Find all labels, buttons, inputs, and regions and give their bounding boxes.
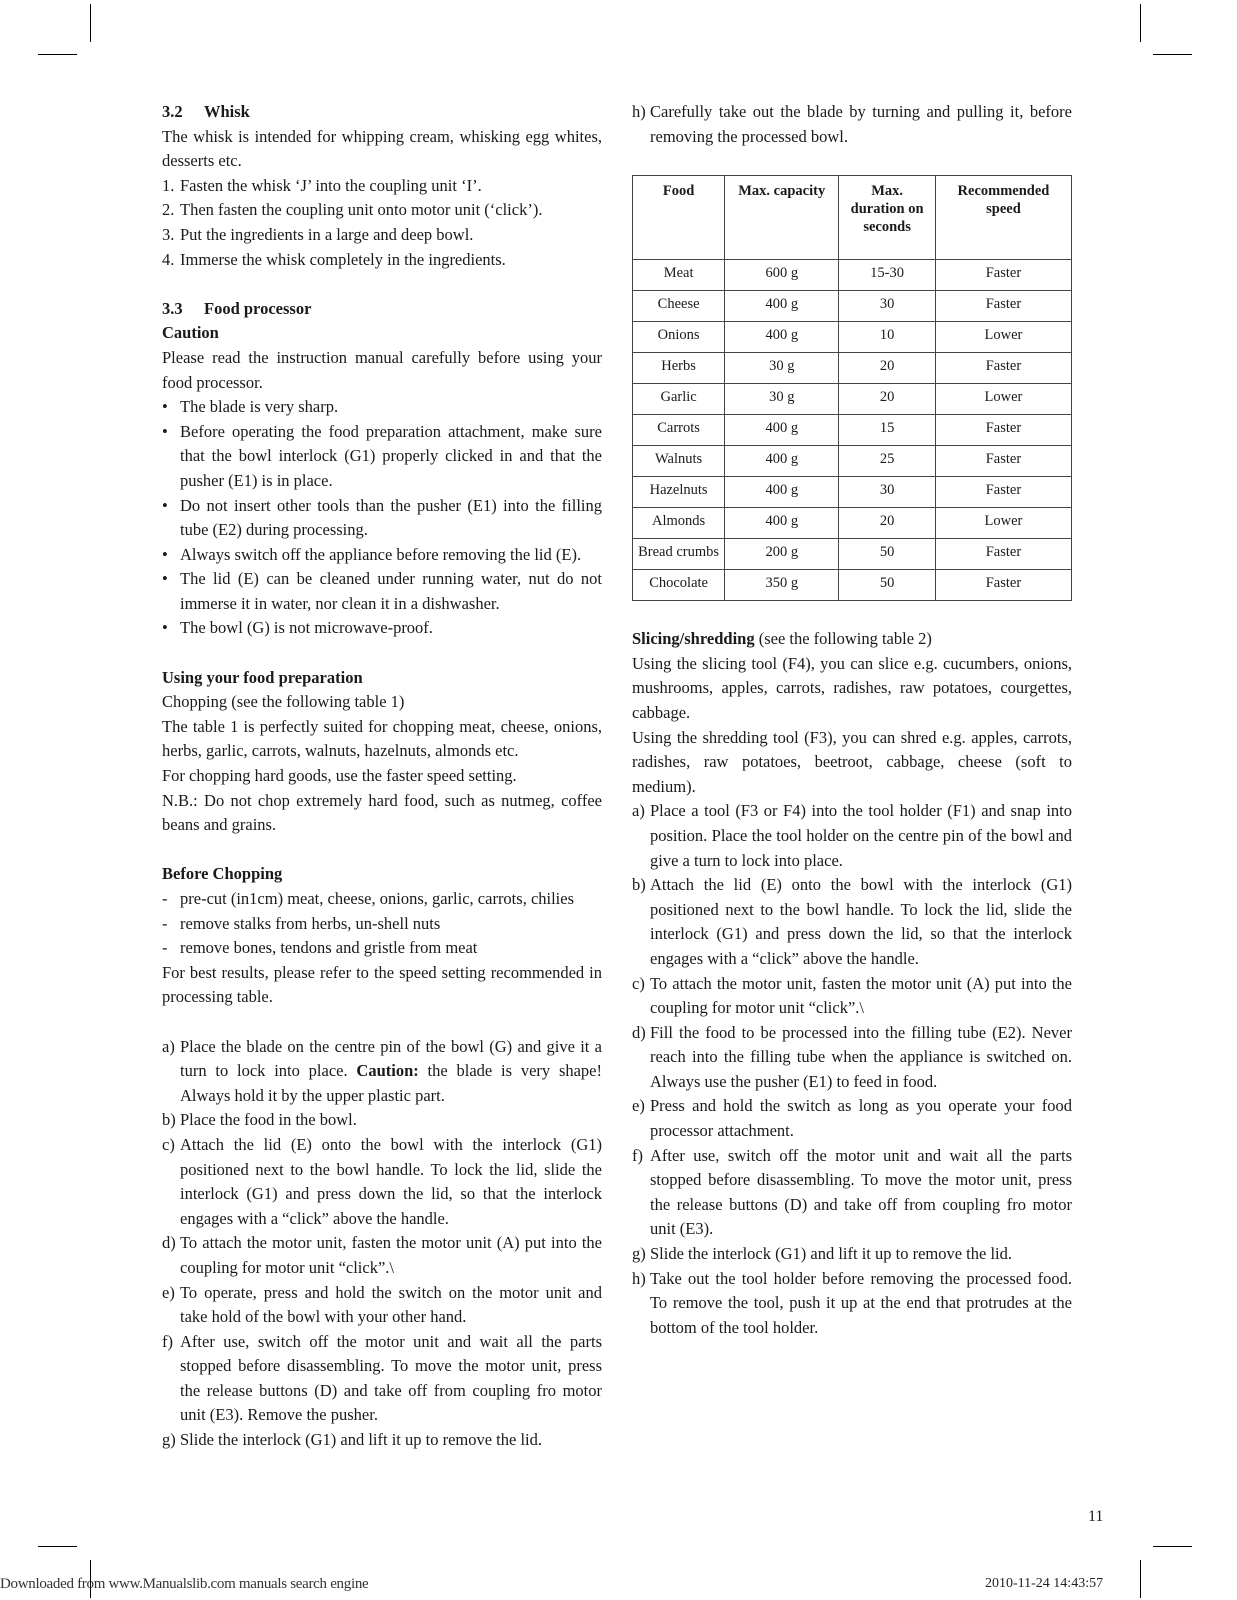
chopping-step: a) Place the blade on the centre pin of the bowl (G) and give it a turn to lock into place. Caution: the blade is very shape! Always hold it by the upper plastic part. (162, 1036, 603, 1105)
before-chopping-item-text: remove bones, tendons and gristle from meat (180, 938, 478, 958)
slicing-step-text: After use, switch off the motor unit and wait all the parts stopped before disassembling. To move the motor unit, press the release buttons (D) and take off from coupling fro motor unit (E3). (650, 1145, 1072, 1239)
whisk-step-text: Fasten the whisk ‘J’ into the coupling unit ‘I’. (180, 175, 482, 195)
slicing-step-marker: d) (632, 1022, 646, 1042)
whisk-step-text: Put the ingredients in a large and deep bowl. (180, 224, 474, 244)
using-heading: Using your food preparation (162, 667, 363, 687)
caution-bullet-text: Do not insert other tools than the pusher (E1) into the filling tube (E2) during processing. (180, 495, 602, 540)
table-header-row (633, 176, 1072, 260)
slicing-step (632, 1242, 1072, 1267)
slicing-steps (632, 799, 1072, 1340)
footer-download-source: Downloaded from www.Manualslib.com manuals search engine (0, 1576, 369, 1592)
caution-bullet (162, 543, 602, 568)
whisk-steps (162, 174, 602, 272)
shredding-paragraph: Using the shredding tool (F3), you can shred e.g. apples, carrots, radishes, raw potatoes, beetroot, cabbage, cheese (soft to medium). (632, 727, 1072, 796)
slicing-step (632, 1267, 1072, 1341)
whisk-step-marker: 4. (162, 249, 175, 269)
caution-bullet-text: The bowl (G) is not microwave-proof. (180, 618, 433, 638)
table-cell: 30 g (725, 384, 839, 415)
chopping-step-marker: f) (162, 1331, 173, 1351)
table-cell: 30 g (725, 353, 839, 384)
table-cell: Hazelnuts (633, 477, 725, 508)
table-cell: 30 (839, 477, 936, 508)
caution-bullet (162, 494, 602, 543)
table-cell: Faster (935, 415, 1071, 446)
caution-bullet-marker: • (162, 397, 168, 417)
slicing-paragraph: Using the slicing tool (F4), you can slice e.g. cucumbers, onions, mushrooms, apples, carrots, radishes, raw potatoes, courgettes, cabbage. (632, 653, 1072, 722)
table-row (633, 415, 1072, 446)
slicing-step-marker: a) (632, 801, 645, 821)
footer-timestamp: 2010-11-24 14:43:57 (985, 1576, 1104, 1591)
slicing-step-text: Place a tool (F3 or F4) into the tool holder (F1) and snap into position. Place the tool holder on the centre pin of the bowl and give a turn to lock into place. (650, 801, 1072, 870)
table-cell: 600 g (725, 260, 839, 291)
slicing-step-text: Press and hold the switch as long as you operate your food processor attachment. (650, 1096, 1072, 1141)
caution-bullet-marker: • (162, 618, 168, 638)
caution-bullet (162, 395, 602, 420)
slicing-heading: Slicing/shredding (see the following table 2) (632, 629, 932, 649)
table-header-cell: Max. capacity (725, 176, 839, 260)
table-cell: 50 (839, 570, 936, 601)
table-row (633, 322, 1072, 353)
table-header-cell: Max. duration on seconds (839, 176, 936, 260)
caution-bullet (162, 567, 602, 616)
table-cell: 400 g (725, 415, 839, 446)
caution-heading: Caution (162, 323, 219, 343)
table-header-cell: Recommended speed (935, 176, 1071, 260)
chopping-step-marker: c) (162, 1134, 175, 1154)
caution-bullet-marker: • (162, 421, 168, 441)
slicing-step-text: To attach the motor unit, fasten the motor unit (A) put into the coupling for motor unit “click”.\ (650, 973, 1072, 1018)
table-cell: Onions (633, 322, 725, 353)
table-cell: Faster (935, 570, 1071, 601)
chopping-step-text: To attach the motor unit, fasten the motor unit (A) put into the coupling for motor unit “click”.\ (180, 1233, 602, 1277)
whisk-step-marker: 3. (162, 224, 175, 244)
crop-mark (1140, 1560, 1141, 1598)
before-chopping-heading: Before Chopping (162, 864, 283, 884)
using-line: For chopping hard goods, use the faster speed setting. (162, 766, 517, 786)
caution-bullet-marker: • (162, 544, 168, 564)
before-chopping-item-marker: - (162, 938, 168, 958)
crop-mark (1140, 4, 1141, 42)
chopping-step (162, 1281, 602, 1330)
table-cell: 30 (839, 291, 936, 322)
chopping-step-marker: e) (162, 1282, 175, 1302)
before-chopping-item (162, 936, 602, 961)
chopping-step-text: After use, switch off the motor unit and wait all the parts stopped before disassembling. To move the motor unit, press the release buttons (D) and take off from coupling fro motor unit (E3). Remove the pusher. (180, 1331, 602, 1425)
whisk-step (162, 174, 602, 199)
slicing-step (632, 972, 1072, 1021)
page-number: 11 (1088, 1508, 1104, 1525)
caution-bullet-marker: • (162, 495, 168, 515)
before-chopping-item (162, 912, 602, 937)
table-cell: Faster (935, 353, 1071, 384)
table-cell: Almonds (633, 508, 725, 539)
chopping-table (632, 175, 1072, 601)
table-row (633, 477, 1072, 508)
table-row (633, 539, 1072, 570)
whisk-step-marker: 2. (162, 200, 175, 220)
caution-bullet-marker: • (162, 569, 168, 589)
section-heading-whisk: 3.2 Whisk (162, 102, 250, 121)
table-cell: Lower (935, 508, 1071, 539)
crop-mark (1153, 54, 1192, 55)
whisk-step (162, 248, 602, 273)
section-heading-food-processor: 3.3 Food processor (162, 298, 312, 318)
using-line: N.B.: Do not chop extremely hard food, such as nutmeg, coffee beans and grains. (162, 790, 602, 835)
slicing-step (632, 1094, 1072, 1143)
slicing-step-text: Attach the lid (E) onto the bowl with the interlock (G1) positioned next to the bowl handle. To lock the lid, slide the interlock (G1) and press down the lid, so that the interlock engages with a “click” above the handle. (650, 875, 1072, 968)
table-cell: Lower (935, 384, 1071, 415)
table-cell: Bread crumbs (633, 539, 725, 570)
table-cell: Faster (935, 291, 1071, 322)
table-cell: Meat (633, 260, 725, 291)
table-cell: 10 (839, 322, 936, 353)
using-lines (162, 690, 602, 838)
chopping-step-text: Slide the interlock (G1) and lift it up to remove the lid. (180, 1430, 543, 1450)
chopping-step-marker: b) (162, 1110, 176, 1130)
table-cell: Faster (935, 539, 1071, 570)
caution-bullet (162, 420, 602, 494)
table-cell: 400 g (725, 477, 839, 508)
slicing-step (632, 1144, 1072, 1242)
before-chopping-item-text: pre-cut (in1cm) meat, cheese, onions, garlic, carrots, chilies (180, 889, 575, 908)
table-row (633, 570, 1072, 601)
table-cell: Chocolate (633, 570, 725, 601)
chopping-step (162, 1108, 602, 1133)
before-chopping-note: For best results, please refer to the speed setting recommended in processing table. (162, 962, 602, 1007)
chopping-step-text: Attach the lid (E) onto the bowl with the interlock (G1) positioned next to the bowl handle. To lock the lid, slide the interlock (G1) and press down the lid, so that the interlock engages with a “click” above the handle. (180, 1134, 602, 1228)
table-cell: 20 (839, 508, 936, 539)
slicing-step-text: Slide the interlock (G1) and lift it up to remove the lid. (650, 1244, 1013, 1264)
table-header-cell: Food (633, 176, 725, 260)
before-chopping-list (162, 887, 602, 961)
crop-mark (90, 4, 91, 42)
table-cell: 50 (839, 539, 936, 570)
caution-bullet (162, 616, 602, 641)
table-row (633, 508, 1072, 539)
using-line: The table 1 is perfectly suited for chopping meat, cheese, onions, herbs, garlic, carrots, walnuts, hazelnuts, almonds etc. (162, 716, 602, 761)
slicing-step (632, 799, 1072, 873)
table-body (633, 260, 1072, 601)
slicing-step (632, 1021, 1072, 1095)
caution-bullet-text: The blade is very sharp. (180, 397, 339, 417)
caution-bullet-text: Always switch off the appliance before removing the lid (E). (180, 544, 582, 564)
chopping-step-text: To operate, press and hold the switch on the motor unit and take hold of the bowl with your other hand. (180, 1282, 602, 1327)
chopping-step (162, 1133, 602, 1231)
slicing-step-text: Fill the food to be processed into the filling tube (E2). Never reach into the filling tube when the appliance is switched on. Always use the pusher (E1) to feed in food. (650, 1022, 1072, 1091)
table-row (633, 353, 1072, 384)
before-chopping-item (162, 887, 602, 912)
left-column (162, 100, 602, 1453)
slicing-step (632, 873, 1072, 971)
table-row (633, 260, 1072, 291)
table-cell: Faster (935, 477, 1071, 508)
table-cell: Lower (935, 322, 1071, 353)
chopping-steps (162, 1108, 602, 1452)
table-cell: 200 g (725, 539, 839, 570)
chopping-step-marker: g) (162, 1430, 176, 1450)
whisk-intro: The whisk is intended for whipping cream, whisking egg whites, desserts etc. (162, 126, 602, 171)
table-cell: 20 (839, 353, 936, 384)
caution-bullet-text: Before operating the food preparation attachment, make sure that the bowl interlock (G1) properly clicked in and that the pusher (E1) is in place. (180, 421, 602, 490)
crop-mark (38, 54, 77, 55)
caution-intro: Please read the instruction manual carefully before using your food processor. (162, 347, 602, 392)
slicing-step-marker: h) (632, 1268, 646, 1288)
before-chopping-item-text: remove stalks from herbs, un-shell nuts (180, 913, 441, 933)
before-chopping-item-marker: - (162, 889, 168, 908)
slicing-step-marker: c) (632, 973, 645, 993)
crop-mark (38, 1546, 77, 1547)
chopping-step-text: Place the food in the bowl. (180, 1110, 357, 1130)
chopping-step-marker: d) (162, 1233, 176, 1253)
caution-bullets (162, 395, 602, 641)
before-chopping-item-marker: - (162, 913, 168, 933)
table-cell: 20 (839, 384, 936, 415)
table-cell: 400 g (725, 322, 839, 353)
table-cell: 15 (839, 415, 936, 446)
chopping-step (162, 1231, 602, 1280)
whisk-step (162, 198, 602, 223)
right-column (632, 100, 1072, 1340)
table-cell: 350 g (725, 570, 839, 601)
table-cell: Faster (935, 446, 1071, 477)
table-cell: Garlic (633, 384, 725, 415)
whisk-step-marker: 1. (162, 175, 175, 195)
chopping-step-h: h) Carefully take out the blade by turning and pulling it, before removing the processed bowl. (632, 102, 1072, 146)
table-cell: 400 g (725, 291, 839, 322)
crop-mark (1153, 1546, 1192, 1547)
table-cell: Walnuts (633, 446, 725, 477)
slicing-step-marker: e) (632, 1096, 645, 1116)
slicing-step-marker: f) (632, 1145, 643, 1165)
table-cell: Carrots (633, 415, 725, 446)
using-line: Chopping (see the following table 1) (162, 692, 405, 712)
chopping-step (162, 1428, 602, 1453)
table-row (633, 384, 1072, 415)
table-cell: 15-30 (839, 260, 936, 291)
whisk-step-text: Then fasten the coupling unit onto motor unit (‘click’). (180, 200, 543, 220)
whisk-step (162, 223, 602, 248)
slicing-step-text: Take out the tool holder before removing the processed food. To remove the tool, push it up at the end that protrudes at the bottom of the tool holder. (650, 1268, 1072, 1337)
table-cell: 400 g (725, 446, 839, 477)
table-row (633, 446, 1072, 477)
table-cell: Herbs (633, 353, 725, 384)
slicing-step-marker: b) (632, 875, 646, 895)
table-cell: Faster (935, 260, 1071, 291)
whisk-step-text: Immerse the whisk completely in the ingredients. (180, 249, 506, 269)
caution-bullet-text: The lid (E) can be cleaned under running water, nut do not immerse it in water, nor clean it in a dishwasher. (180, 569, 602, 613)
chopping-step (162, 1330, 602, 1428)
slicing-step-marker: g) (632, 1244, 646, 1264)
table-row (633, 291, 1072, 322)
table-cell: 400 g (725, 508, 839, 539)
table-cell: Cheese (633, 291, 725, 322)
table-cell: 25 (839, 446, 936, 477)
